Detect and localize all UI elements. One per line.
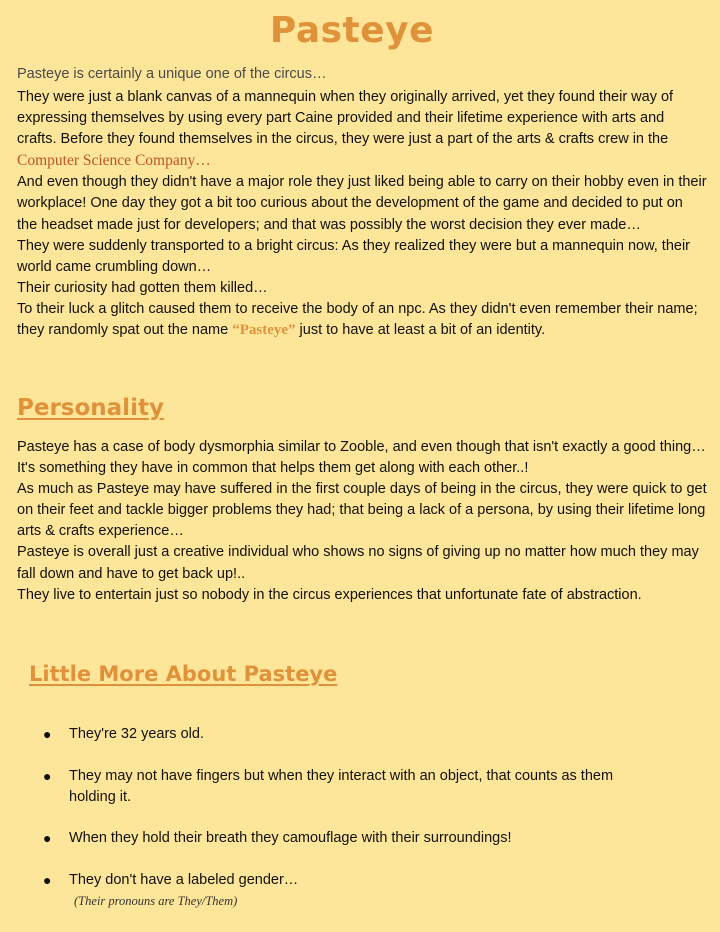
intro-text: They were suddenly transported to a bright circus: As they realized they were but a mannequin now, their world came crumbling down… <box>17 237 691 275</box>
intro-text: And even though they didn't have a major role they just liked being able to carry on their hobby even in their workplace! One day they got a bit too curious about the development of the game and decided to put on the headset made just for developers; and that was possibly the worst decision they ever made… <box>17 174 707 233</box>
intro-text: They were just a blank canvas of a mannequin when they originally arrived, yet they found their way of expressing themselves by using every part Caine provided and their lifetime experience with arts and crafts. Before they found themselves in the circus, they were just a part of the arts & crafts crew in the <box>17 89 674 148</box>
personality-heading: Personality <box>17 395 164 421</box>
bullet-icon: ● <box>43 726 52 742</box>
personality-text: Pasteye is overall just a creative individual who shows no signs of giving up no matter how much they may fall down and have to get back up!.. <box>17 544 699 582</box>
list-item-text: They're 32 years old. <box>69 726 204 742</box>
list-item-text: They don't have a labeled gender… <box>69 872 299 888</box>
intro-text: To their luck a glitch caused them to receive the body of an npc. As they didn't even remember their name; they randomly spat out the name <box>17 300 698 339</box>
list-item-text: They may not have fingers but when they interact with an object, that counts as them holding it. <box>69 768 614 805</box>
personality-text: They live to entertain just so nobody in the circus experiences that unfortunate fate of abstraction. <box>17 586 642 603</box>
personality-text: Pasteye has a case of body dysmorphia similar to Zooble, and even though that isn't exactly a good thing… It's something they have in common that helps them get along with each other..! <box>17 439 706 477</box>
pronouns-note: (Their pronouns are They/Them) <box>74 894 238 908</box>
page-title: Pasteye <box>269 10 435 51</box>
bullet-icon: ● <box>43 768 52 784</box>
company-name: Computer Science Company… <box>17 152 211 170</box>
list-item-text: When they hold their breath they camouflage with their surroundings! <box>69 830 512 846</box>
more-about-heading: Little More About Pasteye <box>29 662 338 686</box>
intro-text: just to have at least a bit of an identity. <box>295 322 546 339</box>
character-name-highlight: “Pasteye” <box>232 322 296 339</box>
page-subtitle: Pasteye is certainly a unique one of the circus… <box>17 66 327 82</box>
bullet-icon: ● <box>43 872 52 888</box>
personality-section <box>17 437 707 606</box>
intro-text: Their curiosity had gotten them killed… <box>17 279 268 296</box>
intro-section <box>17 87 707 341</box>
bullet-icon: ● <box>43 830 52 846</box>
personality-text: As much as Pasteye may have suffered in the first couple days of being in the circus, they were quick to get on their feet and tackle bigger problems they had; that being a lack of a persona, by using their lifetime long arts & crafts experience… <box>17 481 707 540</box>
